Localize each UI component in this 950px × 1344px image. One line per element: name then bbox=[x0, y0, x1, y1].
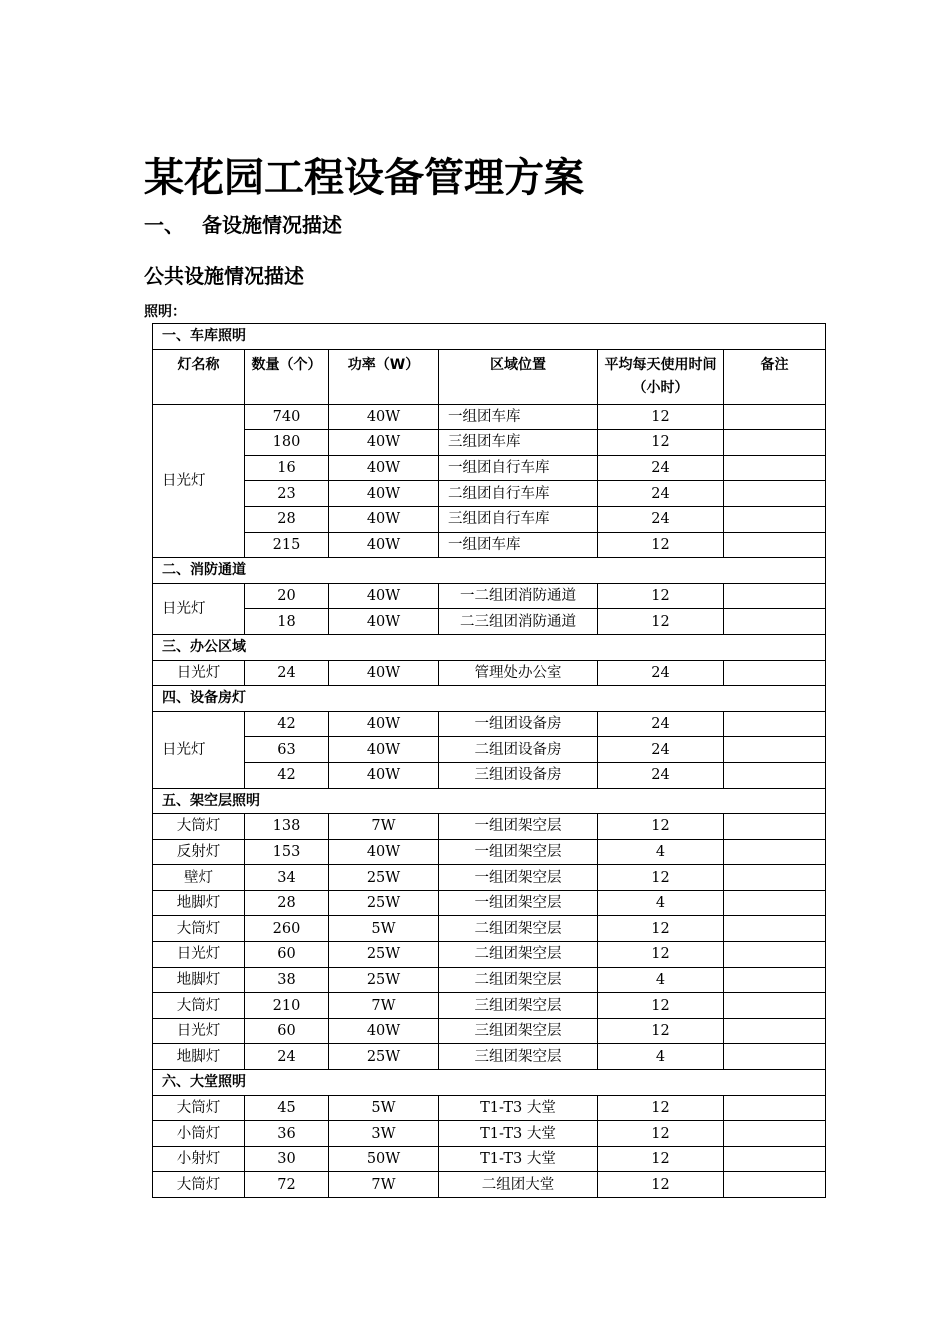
group-header-row bbox=[153, 634, 826, 660]
qty-cell: 34 bbox=[245, 865, 329, 891]
note-cell bbox=[724, 865, 826, 891]
area-cell: 二组团架空层 bbox=[439, 967, 598, 993]
qty-cell: 260 bbox=[245, 916, 329, 942]
area-cell: 三组团车库 bbox=[439, 430, 598, 456]
column-header-row bbox=[153, 349, 826, 404]
qty-cell: 72 bbox=[245, 1172, 329, 1198]
area-cell: 二组团自行车库 bbox=[439, 481, 598, 507]
table-row bbox=[153, 967, 826, 993]
note-cell bbox=[724, 430, 826, 456]
hours-cell: 12 bbox=[598, 993, 724, 1019]
power-cell: 25W bbox=[329, 967, 439, 993]
area-cell: 一组团架空层 bbox=[439, 890, 598, 916]
note-cell bbox=[724, 916, 826, 942]
table-row bbox=[153, 1095, 826, 1121]
qty-cell: 42 bbox=[245, 711, 329, 737]
lamp-name: 小筒灯 bbox=[153, 1121, 245, 1147]
qty-cell: 210 bbox=[245, 993, 329, 1019]
group-title: 六、大堂照明 bbox=[153, 1070, 826, 1096]
lamp-name: 大筒灯 bbox=[153, 916, 245, 942]
area-cell: 三组团自行车库 bbox=[439, 506, 598, 532]
hours-cell: 12 bbox=[598, 942, 724, 968]
lamp-name: 地脚灯 bbox=[153, 1044, 245, 1070]
note-cell bbox=[724, 532, 826, 558]
power-cell: 40W bbox=[329, 430, 439, 456]
qty-cell: 24 bbox=[245, 660, 329, 686]
qty-cell: 45 bbox=[245, 1095, 329, 1121]
subsection-heading: 公共设施情况描述 bbox=[144, 264, 304, 288]
note-cell bbox=[724, 942, 826, 968]
qty-cell: 38 bbox=[245, 967, 329, 993]
header-hours: 平均每天使用时间（小时） bbox=[598, 349, 724, 404]
group-title: 一、车库照明 bbox=[153, 324, 826, 350]
hours-cell: 24 bbox=[598, 737, 724, 763]
lamp-name: 反射灯 bbox=[153, 839, 245, 865]
note-cell bbox=[724, 737, 826, 763]
group-title: 五、架空层照明 bbox=[153, 788, 826, 814]
qty-cell: 30 bbox=[245, 1146, 329, 1172]
power-cell: 40W bbox=[329, 1018, 439, 1044]
table-row bbox=[153, 481, 826, 507]
note-cell bbox=[724, 890, 826, 916]
area-cell: T1-T3 大堂 bbox=[439, 1095, 598, 1121]
header-power: 功率（W） bbox=[329, 349, 439, 404]
note-cell bbox=[724, 967, 826, 993]
power-cell: 40W bbox=[329, 660, 439, 686]
lamp-name: 地脚灯 bbox=[153, 967, 245, 993]
group-header-row bbox=[153, 788, 826, 814]
power-cell: 25W bbox=[329, 1044, 439, 1070]
power-cell: 40W bbox=[329, 609, 439, 635]
power-cell: 25W bbox=[329, 890, 439, 916]
table-row bbox=[153, 865, 826, 891]
lamp-name: 日光灯 bbox=[153, 711, 245, 788]
hours-cell: 12 bbox=[598, 814, 724, 840]
power-cell: 40W bbox=[329, 711, 439, 737]
area-cell: 一组团架空层 bbox=[439, 839, 598, 865]
power-cell: 40W bbox=[329, 481, 439, 507]
lighting-label: 照明： bbox=[144, 304, 186, 320]
area-cell: 二组团架空层 bbox=[439, 916, 598, 942]
lamp-name: 大筒灯 bbox=[153, 993, 245, 1019]
note-cell bbox=[724, 455, 826, 481]
note-cell bbox=[724, 1018, 826, 1044]
header-area: 区域位置 bbox=[439, 349, 598, 404]
table-row bbox=[153, 583, 826, 609]
table-row bbox=[153, 455, 826, 481]
lamp-name: 日光灯 bbox=[153, 942, 245, 968]
power-cell: 7W bbox=[329, 993, 439, 1019]
note-cell bbox=[724, 1044, 826, 1070]
table-row bbox=[153, 993, 826, 1019]
table-row bbox=[153, 1172, 826, 1198]
power-cell: 50W bbox=[329, 1146, 439, 1172]
table-row bbox=[153, 532, 826, 558]
area-cell: 三组团设备房 bbox=[439, 762, 598, 788]
hours-cell: 4 bbox=[598, 839, 724, 865]
section-text: 备设施情况描述 bbox=[202, 213, 342, 237]
note-cell bbox=[724, 993, 826, 1019]
qty-cell: 63 bbox=[245, 737, 329, 763]
qty-cell: 215 bbox=[245, 532, 329, 558]
qty-cell: 36 bbox=[245, 1121, 329, 1147]
power-cell: 7W bbox=[329, 1172, 439, 1198]
hours-cell: 4 bbox=[598, 1044, 724, 1070]
lamp-name: 地脚灯 bbox=[153, 890, 245, 916]
table-row bbox=[153, 762, 826, 788]
note-cell bbox=[724, 1172, 826, 1198]
area-cell: 一组团车库 bbox=[439, 532, 598, 558]
hours-cell: 12 bbox=[598, 1121, 724, 1147]
table-row bbox=[153, 737, 826, 763]
table-row bbox=[153, 1146, 826, 1172]
power-cell: 3W bbox=[329, 1121, 439, 1147]
area-cell: 三组团架空层 bbox=[439, 1044, 598, 1070]
hours-cell: 24 bbox=[598, 455, 724, 481]
lamp-name: 小射灯 bbox=[153, 1146, 245, 1172]
hours-cell: 12 bbox=[598, 583, 724, 609]
hours-cell: 24 bbox=[598, 711, 724, 737]
power-cell: 40W bbox=[329, 737, 439, 763]
power-cell: 40W bbox=[329, 532, 439, 558]
qty-cell: 24 bbox=[245, 1044, 329, 1070]
table-row bbox=[153, 890, 826, 916]
qty-cell: 740 bbox=[245, 404, 329, 430]
table-row bbox=[153, 506, 826, 532]
qty-cell: 60 bbox=[245, 1018, 329, 1044]
area-cell: T1-T3 大堂 bbox=[439, 1121, 598, 1147]
note-cell bbox=[724, 660, 826, 686]
header-qty: 数量（个） bbox=[245, 349, 329, 404]
power-cell: 40W bbox=[329, 583, 439, 609]
area-cell: 一组团架空层 bbox=[439, 814, 598, 840]
hours-cell: 24 bbox=[598, 762, 724, 788]
table-row bbox=[153, 839, 826, 865]
table-row bbox=[153, 942, 826, 968]
section-heading bbox=[144, 211, 342, 239]
table-row bbox=[153, 1044, 826, 1070]
group-header-row bbox=[153, 324, 826, 350]
area-cell: 三组团架空层 bbox=[439, 993, 598, 1019]
qty-cell: 153 bbox=[245, 839, 329, 865]
power-cell: 40W bbox=[329, 506, 439, 532]
header-lamp: 灯名称 bbox=[153, 349, 245, 404]
hours-cell: 12 bbox=[598, 609, 724, 635]
qty-cell: 180 bbox=[245, 430, 329, 456]
qty-cell: 28 bbox=[245, 890, 329, 916]
note-cell bbox=[724, 404, 826, 430]
note-cell bbox=[724, 762, 826, 788]
note-cell bbox=[724, 1121, 826, 1147]
area-cell: 二组团架空层 bbox=[439, 942, 598, 968]
table-row bbox=[153, 1121, 826, 1147]
power-cell: 40W bbox=[329, 839, 439, 865]
table-row bbox=[153, 609, 826, 635]
area-cell: 一组团架空层 bbox=[439, 865, 598, 891]
area-cell: 三组团架空层 bbox=[439, 1018, 598, 1044]
power-cell: 40W bbox=[329, 762, 439, 788]
hours-cell: 12 bbox=[598, 1146, 724, 1172]
table-row bbox=[153, 1018, 826, 1044]
note-cell bbox=[724, 506, 826, 532]
lamp-name: 日光灯 bbox=[153, 583, 245, 634]
document-title: 某花园工程设备管理方案 bbox=[144, 155, 584, 201]
group-header-row bbox=[153, 558, 826, 584]
power-cell: 25W bbox=[329, 942, 439, 968]
area-cell: 二三组团消防通道 bbox=[439, 609, 598, 635]
table-row bbox=[153, 430, 826, 456]
hours-cell: 12 bbox=[598, 916, 724, 942]
note-cell bbox=[724, 609, 826, 635]
area-cell: 一组团车库 bbox=[439, 404, 598, 430]
header-note: 备注 bbox=[724, 349, 826, 404]
section-number: 一、 bbox=[144, 213, 184, 237]
power-cell: 5W bbox=[329, 1095, 439, 1121]
note-cell bbox=[724, 1095, 826, 1121]
lamp-name: 日光灯 bbox=[153, 1018, 245, 1044]
note-cell bbox=[724, 814, 826, 840]
hours-cell: 24 bbox=[598, 481, 724, 507]
qty-cell: 138 bbox=[245, 814, 329, 840]
lamp-name: 壁灯 bbox=[153, 865, 245, 891]
power-cell: 5W bbox=[329, 916, 439, 942]
hours-cell: 12 bbox=[598, 404, 724, 430]
power-cell: 40W bbox=[329, 455, 439, 481]
hours-cell: 12 bbox=[598, 865, 724, 891]
power-cell: 25W bbox=[329, 865, 439, 891]
hours-cell: 24 bbox=[598, 506, 724, 532]
qty-cell: 18 bbox=[245, 609, 329, 635]
power-cell: 40W bbox=[329, 404, 439, 430]
qty-cell: 60 bbox=[245, 942, 329, 968]
lamp-name: 大筒灯 bbox=[153, 1095, 245, 1121]
area-cell: 二组团设备房 bbox=[439, 737, 598, 763]
hours-cell: 12 bbox=[598, 532, 724, 558]
area-cell: 管理处办公室 bbox=[439, 660, 598, 686]
qty-cell: 23 bbox=[245, 481, 329, 507]
qty-cell: 20 bbox=[245, 583, 329, 609]
qty-cell: 42 bbox=[245, 762, 329, 788]
table-row bbox=[153, 660, 826, 686]
hours-cell: 24 bbox=[598, 660, 724, 686]
note-cell bbox=[724, 1146, 826, 1172]
note-cell bbox=[724, 583, 826, 609]
group-header-row bbox=[153, 686, 826, 712]
group-header-row bbox=[153, 1070, 826, 1096]
hours-cell: 4 bbox=[598, 967, 724, 993]
area-cell: T1-T3 大堂 bbox=[439, 1146, 598, 1172]
table-row bbox=[153, 916, 826, 942]
table-row bbox=[153, 814, 826, 840]
group-title: 三、办公区域 bbox=[153, 634, 826, 660]
area-cell: 一二组团消防通道 bbox=[439, 583, 598, 609]
qty-cell: 28 bbox=[245, 506, 329, 532]
lamp-name: 大筒灯 bbox=[153, 814, 245, 840]
table-row bbox=[153, 711, 826, 737]
hours-cell: 12 bbox=[598, 1172, 724, 1198]
lamp-name: 大筒灯 bbox=[153, 1172, 245, 1198]
hours-cell: 12 bbox=[598, 1018, 724, 1044]
lamp-name: 日光灯 bbox=[153, 660, 245, 686]
qty-cell: 16 bbox=[245, 455, 329, 481]
area-cell: 二组团大堂 bbox=[439, 1172, 598, 1198]
area-cell: 一组团设备房 bbox=[439, 711, 598, 737]
group-title: 四、设备房灯 bbox=[153, 686, 826, 712]
power-cell: 7W bbox=[329, 814, 439, 840]
note-cell bbox=[724, 839, 826, 865]
hours-cell: 12 bbox=[598, 430, 724, 456]
area-cell: 一组团自行车库 bbox=[439, 455, 598, 481]
hours-cell: 4 bbox=[598, 890, 724, 916]
lighting-equipment-table bbox=[152, 323, 826, 1198]
hours-cell: 12 bbox=[598, 1095, 724, 1121]
group-title: 二、消防通道 bbox=[153, 558, 826, 584]
table-row bbox=[153, 404, 826, 430]
note-cell bbox=[724, 711, 826, 737]
note-cell bbox=[724, 481, 826, 507]
lamp-name: 日光灯 bbox=[153, 404, 245, 558]
